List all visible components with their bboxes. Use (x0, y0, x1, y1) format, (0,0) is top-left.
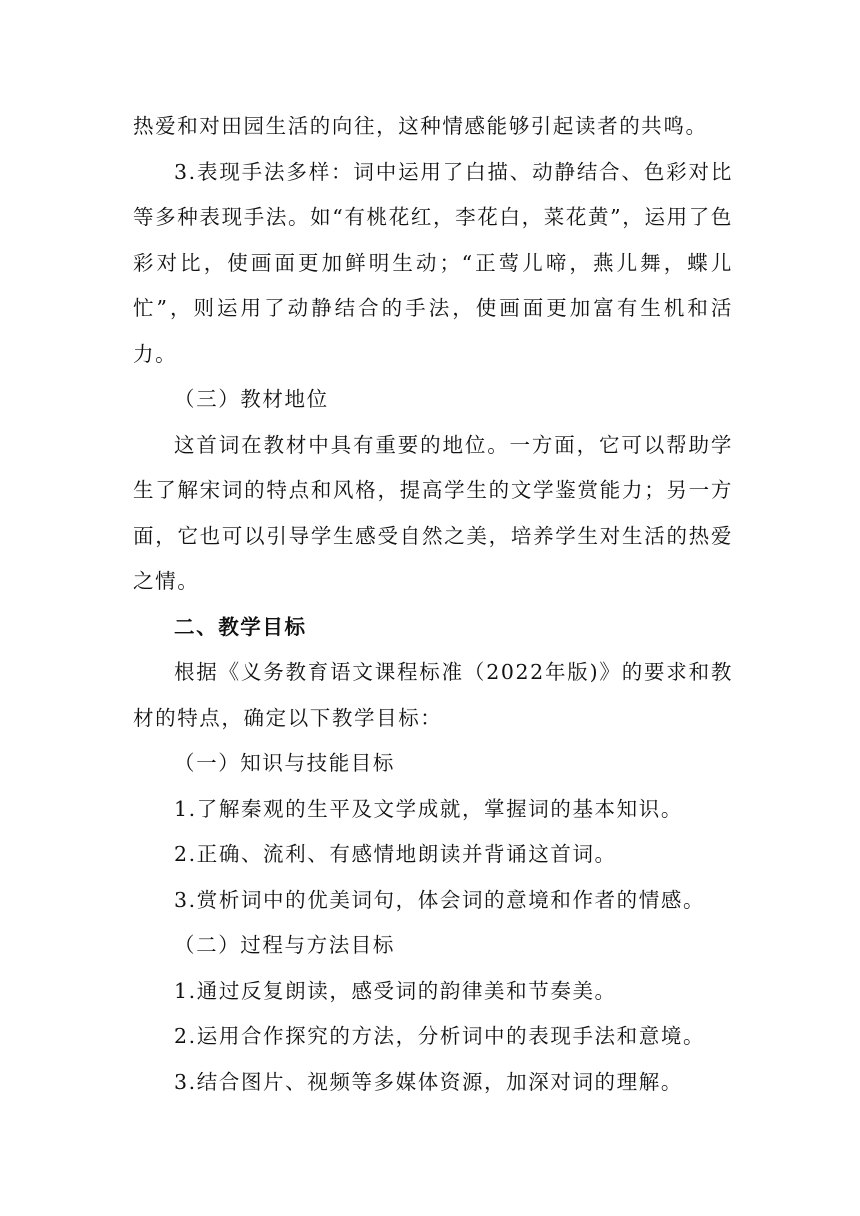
list-item-knowledge-1: 1.了解秦观的生平及文学成就，掌握词的基本知识。 (174, 796, 683, 821)
subheading-process-methods: （二）过程与方法目标 (174, 933, 395, 957)
list-item-process-1: 1.通过反复朗读，感受词的韵律美和节奏美。 (174, 978, 617, 1003)
heading-teaching-objectives: 二、教学目标 (174, 614, 307, 639)
subheading-knowledge-skills: （一）知识与技能目标 (174, 751, 395, 775)
document-body (133, 104, 733, 1105)
paragraph-objectives-intro: 根据《义务教育语文课程标准（2022年版)》的要求和教材的特点，确定以下教学目标： (133, 660, 733, 730)
paragraph-textbook-position: 这首词在教材中具有重要的地位。一方面，它可以帮助学生了解宋词的特点和风格，提高学生的文学鉴赏能力；另一方面，它也可以引导学生感受自然之美，培养学生对生活的热爱之情。 (133, 432, 733, 593)
list-item-process-3: 3.结合图片、视频等多媒体资源，加深对词的理解。 (174, 1069, 683, 1094)
paragraph-expression-techniques: 3.表现手法多样：词中运用了白描、动静结合、色彩对比等多种表现手法。如“有桃花红，李花白，菜花黄”，运用了色彩对比，使画面更加鲜明生动；“正莺儿啼，燕儿舞，蝶儿忙”，则运用了动静结合的手法，使画面更加富有生机和活力。 (133, 159, 733, 366)
list-item-knowledge-2: 2.正确、流利、有感情地朗读并背诵这首词。 (174, 842, 617, 866)
list-item-knowledge-3: 3.赏析词中的优美词句，体会词的意境和作者的情感。 (174, 887, 706, 912)
subheading-textbook-position: （三）教材地位 (174, 387, 329, 411)
list-item-process-2: 2.运用合作探究的方法，分析词中的表现手法和意境。 (174, 1024, 706, 1048)
paragraph-continuation: 热爱和对田园生活的向往，这种情感能够引起读者的共鸣。 (133, 114, 708, 138)
